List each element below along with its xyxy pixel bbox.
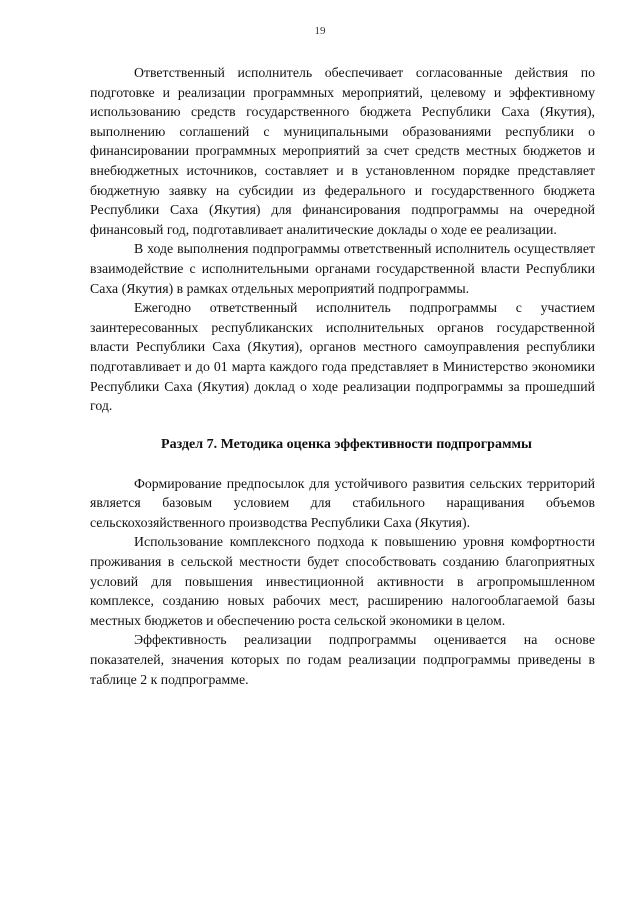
document-body — [90, 63, 595, 689]
section-heading: Раздел 7. Методика оценка эффективности подпрограммы — [161, 436, 532, 452]
page-number: 19 — [314, 25, 326, 37]
paragraph-annual-report: Ежегодно ответственный исполнитель подпрограммы с участием заинтересованных республиканских исполнительных органов государственной власти Республики Саха (Якутия), органов местного самоуправления республики подготавливает и до 01 марта каждого года представляет в Министерство экономики Республики Саха (Якутия) доклад о ходе реализации подпрограммы за прошедший год. — [90, 300, 595, 414]
paragraph-prerequisites: Формирование предпосылок для устойчивого развития сельских территорий является базовым условием для стабильного наращивания объемов сельскохозяйственного производства Республики Саха (Якутия). — [90, 475, 595, 530]
paragraph-efficiency-evaluation: Эффективность реализации подпрограммы оценивается на основе показателей, значения которых по годам реализации подпрограммы приведены в таблице 2 к подпрограмме. — [90, 632, 595, 687]
paragraph-comprehensive-approach: Использование комплексного подхода к повышению уровня комфортности проживания в сельской местности будет способствовать созданию благоприятных условий для повышения инвестиционной активности в агропромышленном комплексе, созданию новых рабочих мест, расширению налогооблагаемой базы местных бюджетов и обеспечению роста сельской экономики в целом. — [90, 534, 595, 628]
paragraph-responsible-executor: Ответственный исполнитель обеспечивает согласованные действия по подготовке и реализации программных мероприятий, целевому и эффективному использованию средств государственного бюджета Республики Саха (Якутия), выполнению соглашений с муниципальными образованиями республики о финансировании программных мероприятий за счет средств местных бюджетов и внебюджетных источников, составляет и в установленном порядке представляет бюджетную заявку на субсидии из федерального и государственного бюджета Республики Саха (Якутия) для финансирования подпрограммы на очередной финансовый год, подготавливает аналитические доклады о ходе ее реализации. — [90, 65, 595, 237]
paragraph-interaction: В ходе выполнения подпрограммы ответственный исполнитель осуществляет взаимодействие с исполнительными органами государственной власти Республики Саха (Якутия) в рамках отдельных мероприятий подпрограммы. — [90, 241, 595, 296]
